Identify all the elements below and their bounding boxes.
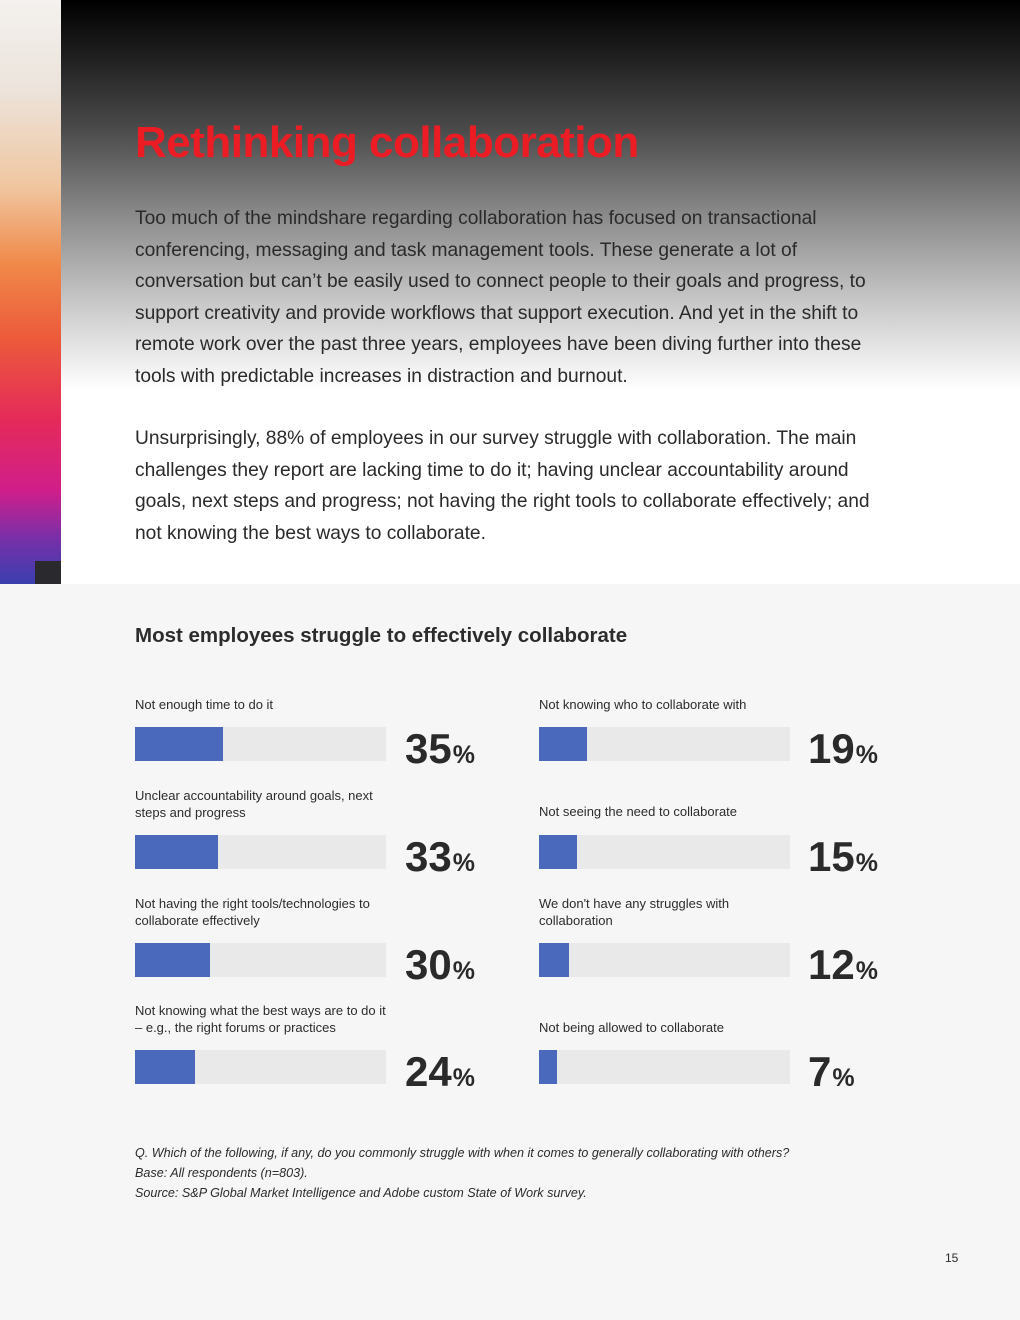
bar-track: [539, 1050, 790, 1084]
bar-fill: [539, 943, 569, 977]
decorative-color-strip: [0, 0, 61, 584]
bar-track: [539, 727, 790, 761]
bar-value-label: 33%: [405, 833, 475, 880]
footnote-base: Base: All respondents (n=803).: [135, 1166, 308, 1180]
bar-fill: [539, 835, 577, 869]
bar-fill: [539, 727, 587, 761]
bar-label: Not knowing who to collaborate with: [539, 697, 747, 712]
bar-track: [135, 727, 386, 761]
bar-value-label: 30%: [405, 941, 475, 988]
bar-value-label: 12%: [808, 941, 878, 988]
bar-track: [539, 835, 790, 869]
bar-value-label: 19%: [808, 725, 878, 772]
bar-label: Unclear accountability around goals, next steps and progress: [135, 788, 373, 820]
chart-title: Most employees struggle to effectively collaborate: [135, 624, 628, 647]
bar-label: Not being allowed to collaborate: [539, 1020, 725, 1035]
bar-value-label: 15%: [808, 833, 878, 880]
bar-track: [135, 835, 386, 869]
bar-label: Not having the right tools/technologies to collaborate effectively: [135, 896, 370, 928]
bar-value-label: 35%: [405, 725, 475, 772]
bar-track: [135, 943, 386, 977]
bar-label: We don't have any struggles with collaboration: [539, 896, 730, 928]
bar-label: Not enough time to do it: [135, 697, 274, 712]
bar-track: [135, 1050, 386, 1084]
intro-paragraph: Too much of the mindshare regarding collaboration has focused on transactional conferencing, messaging and task management tools. These generate a lot of conversation but can’t be easily used to connect people to their goals and progress, to support creativity and provide workflows that support execution. And yet in the shift to remote work over the past three years, employees have been diving further into these tools with predictable increases in distraction and burnout.: [135, 208, 866, 387]
bar-fill: [135, 1050, 195, 1084]
footnote-question: Q. Which of the following, if any, do you commonly struggle with when it comes to generally collaborating with others?: [135, 1146, 790, 1160]
bar-label: Not seeing the need to collaborate: [539, 804, 738, 819]
page-title: Rethinking collaboration: [135, 118, 639, 167]
findings-paragraph: Unsurprisingly, 88% of employees in our survey struggle with collaboration. The main challenges they report are lacking time to do it; having unclear accountability around goals, next steps and progress; not having the right tools to collaborate effectively; and not knowing the best ways to collaborate.: [135, 428, 870, 544]
page-number: 15: [945, 1251, 959, 1265]
decorative-square: [35, 561, 61, 584]
bar-track: [539, 943, 790, 977]
footnote-source: Source: S&P Global Market Intelligence and Adobe custom State of Work survey.: [135, 1186, 587, 1200]
intro-section: [0, 0, 1020, 584]
bar-value-label: 24%: [405, 1048, 475, 1095]
bar-fill: [135, 943, 210, 977]
bar-fill: [135, 727, 223, 761]
bar-fill: [539, 1050, 557, 1084]
bar-fill: [135, 835, 218, 869]
bar-value-label: 7%: [808, 1048, 855, 1095]
bar-label: Not knowing what the best ways are to do it – e.g., the right forums or practices: [135, 1003, 386, 1035]
